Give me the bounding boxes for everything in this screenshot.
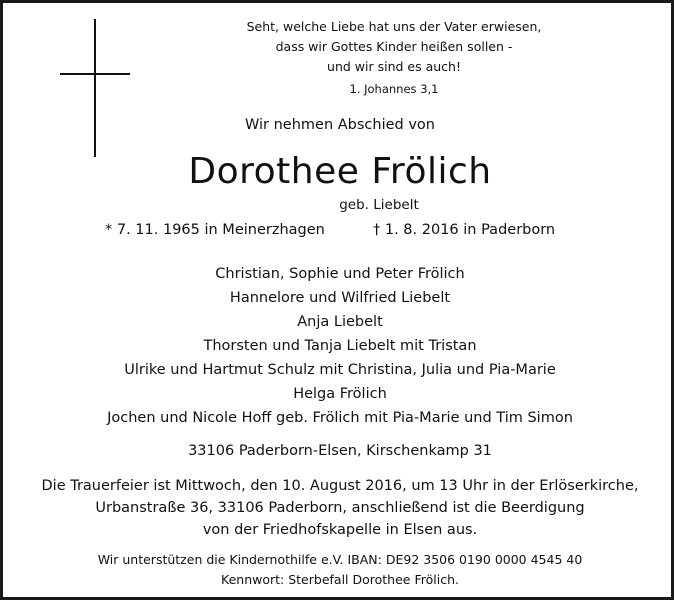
- family-member-line: Anja Liebelt: [297, 314, 383, 330]
- family-member-line: Ulrike und Hartmut Schulz mit Christina, Julia und Pia-Marie: [124, 362, 556, 378]
- family-member-line: Helga Frölich: [293, 386, 387, 402]
- funeral-info-line: von der Friedhofskapelle in Elsen aus.: [202, 522, 478, 538]
- family-member-line: Hannelore und Wilfried Liebelt: [229, 290, 451, 306]
- donation-line: Kennwort: Sterbefall Dorothee Frölich.: [221, 572, 459, 587]
- funeral-info-line: Die Trauerfeier ist Mittwoch, den 10. August 2016, um 13 Uhr in der Erlöserkirche,: [41, 478, 639, 494]
- deceased-name: Dorothee Frölich: [188, 151, 492, 192]
- verse-line-1: Seht, welche Liebe hat uns der Vater erwiesen,: [246, 19, 542, 34]
- verse-line-2: dass wir Gottes Kinder heißen sollen -: [275, 39, 513, 54]
- verse-line-3: und wir sind es auch!: [327, 59, 461, 74]
- family-member-line: Thorsten und Tanja Liebelt mit Tristan: [203, 338, 477, 354]
- mourning-address: 33106 Paderborn-Elsen, Kirschenkamp 31: [188, 443, 492, 459]
- family-member-line: Christian, Sophie und Peter Frölich: [215, 266, 465, 282]
- birth-name: geb. Liebelt: [339, 197, 419, 213]
- funeral-info-line: Urbanstraße 36, 33106 Paderborn, anschließend ist die Beerdigung: [95, 500, 585, 516]
- farewell-heading: Wir nehmen Abschied von: [244, 117, 435, 133]
- death-date: † 1. 8. 2016 in Paderborn: [373, 222, 556, 238]
- birth-date: * 7. 11. 1965 in Meinerzhagen: [105, 222, 325, 238]
- donation-line: Wir unterstützen die Kindernothilfe e.V. IBAN: DE92 3506 0190 0000 4545 40: [97, 552, 583, 567]
- verse-reference: 1. Johannes 3,1: [349, 82, 439, 96]
- family-member-line: Jochen und Nicole Hoff geb. Frölich mit Pia-Marie und Tim Simon: [107, 410, 573, 426]
